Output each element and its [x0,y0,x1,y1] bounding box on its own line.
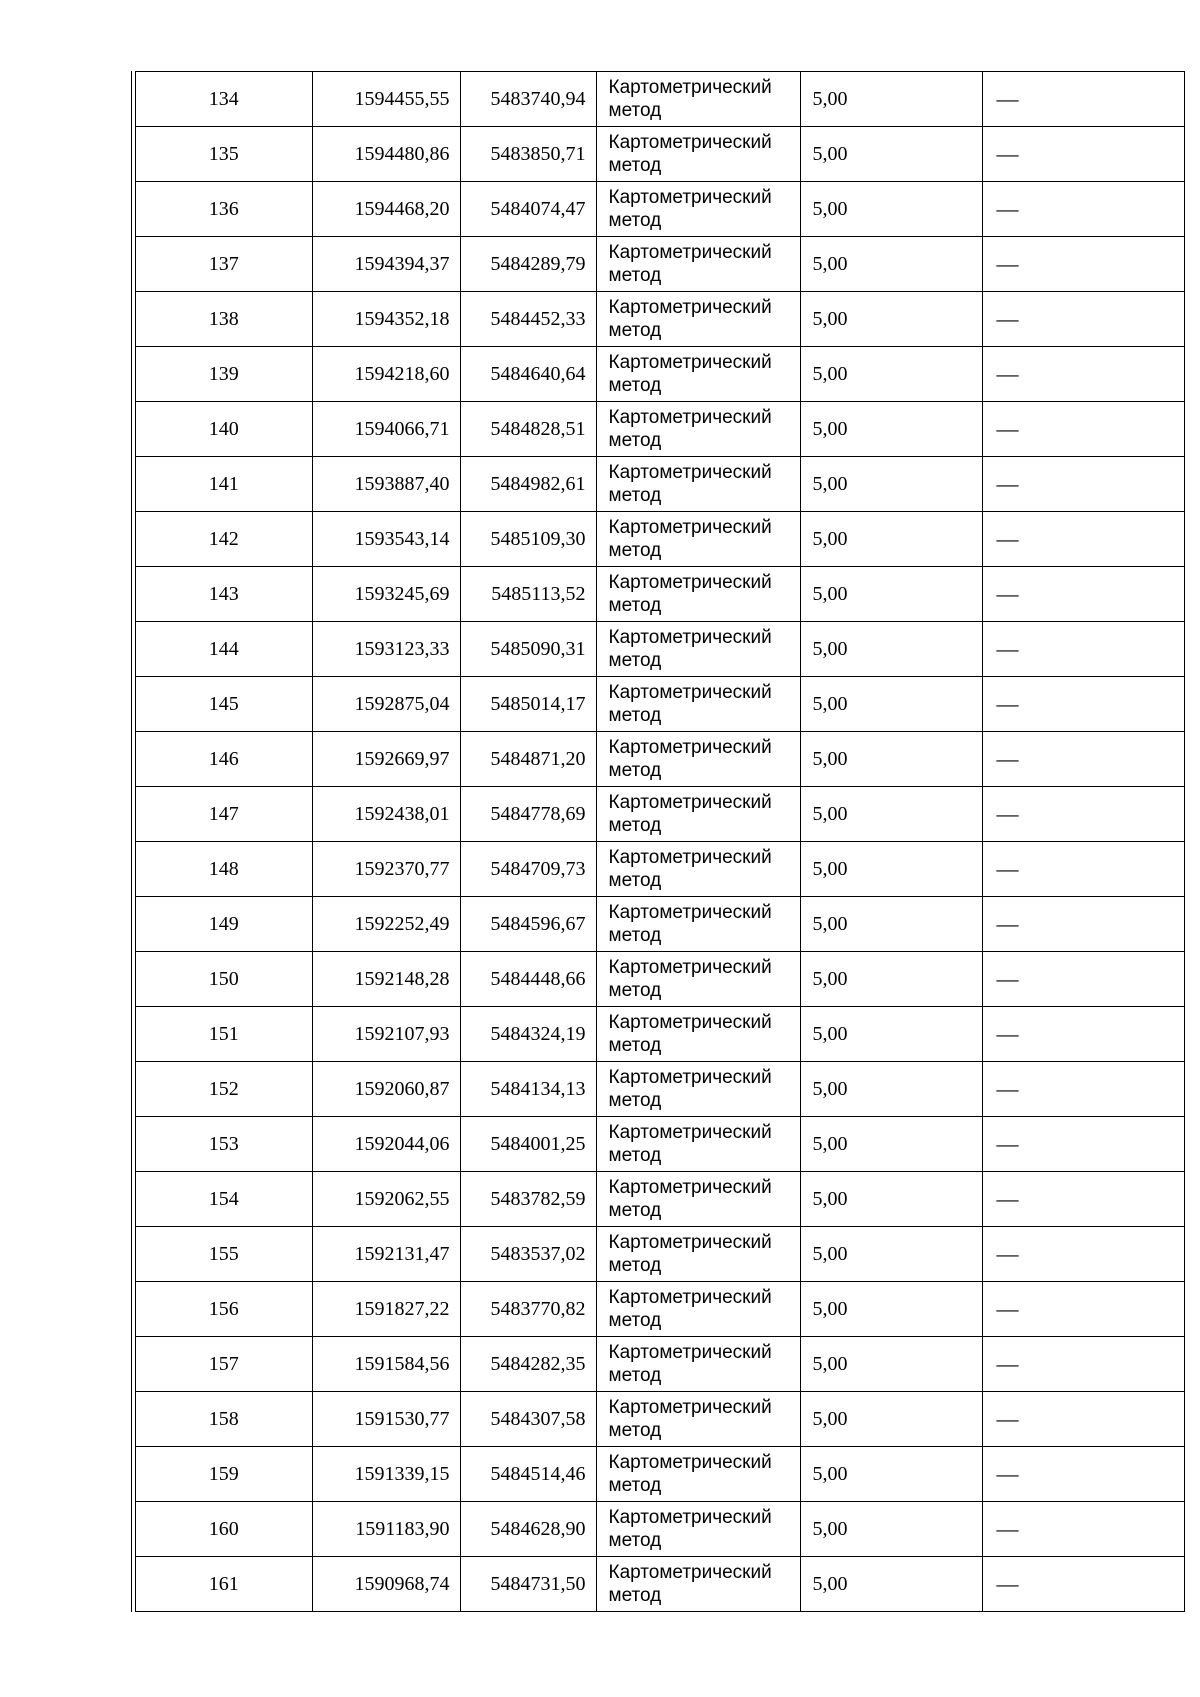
method-line-1: Картометрический [608,957,772,978]
description-cell: — [982,1007,1184,1062]
method-cell [596,842,800,897]
method-line-2: метод [608,320,662,341]
table-row [136,127,1184,182]
x-coordinate-cell: 1592438,01 [312,787,460,842]
accuracy-cell: 5,00 [800,512,982,567]
method-line-2: метод [608,1255,662,1276]
table-row [136,787,1184,842]
method-cell [596,182,800,237]
y-coordinate-cell: 5484731,50 [460,1557,596,1612]
description-cell: — [982,72,1184,127]
x-coordinate-cell: 1593543,14 [312,512,460,567]
method-cell [596,1337,800,1392]
x-coordinate-cell: 1593123,33 [312,622,460,677]
accuracy-cell: 5,00 [800,1392,982,1447]
method-line-1: Картометрический [608,242,772,263]
point-number-cell: 138 [136,292,312,347]
y-coordinate-cell: 5485109,30 [460,512,596,567]
table-row [136,402,1184,457]
description-cell: — [982,237,1184,292]
y-coordinate-cell: 5484982,61 [460,457,596,512]
method-line-2: метод [608,100,662,121]
description-cell: — [982,1227,1184,1282]
method-cell [596,1062,800,1117]
description-cell: — [982,622,1184,677]
method-line-1: Картометрический [608,847,772,868]
accuracy-cell: 5,00 [800,677,982,732]
description-cell: — [982,457,1184,512]
method-line-2: метод [608,760,662,781]
table-row [136,1557,1184,1612]
method-cell [596,512,800,567]
table-row [136,347,1184,402]
x-coordinate-cell: 1594468,20 [312,182,460,237]
method-cell [596,1172,800,1227]
x-coordinate-cell: 1591183,90 [312,1502,460,1557]
method-line-2: метод [608,155,662,176]
description-cell: — [982,182,1184,237]
point-number-cell: 157 [136,1337,312,1392]
accuracy-cell: 5,00 [800,1062,982,1117]
y-coordinate-cell: 5484596,67 [460,897,596,952]
y-coordinate-cell: 5484628,90 [460,1502,596,1557]
method-line-2: метод [608,540,662,561]
table-body [136,72,1184,1612]
method-cell [596,1447,800,1502]
description-cell: — [982,732,1184,787]
method-cell [596,677,800,732]
method-cell [596,292,800,347]
point-number-cell: 158 [136,1392,312,1447]
method-line-2: метод [608,1145,662,1166]
accuracy-cell: 5,00 [800,952,982,1007]
accuracy-cell: 5,00 [800,182,982,237]
y-coordinate-cell: 5484001,25 [460,1117,596,1172]
x-coordinate-cell: 1594394,37 [312,237,460,292]
accuracy-cell: 5,00 [800,1172,982,1227]
x-coordinate-cell: 1591339,15 [312,1447,460,1502]
method-cell [596,72,800,127]
method-line-1: Картометрический [608,1232,772,1253]
y-coordinate-cell: 5484709,73 [460,842,596,897]
method-line-1: Картометрический [608,737,772,758]
accuracy-cell: 5,00 [800,842,982,897]
method-cell [596,567,800,622]
description-cell: — [982,1062,1184,1117]
method-line-1: Картометрический [608,1012,772,1033]
method-line-1: Картометрический [608,1342,772,1363]
accuracy-cell: 5,00 [800,897,982,952]
y-coordinate-cell: 5483740,94 [460,72,596,127]
method-cell [596,1502,800,1557]
point-number-cell: 146 [136,732,312,787]
point-number-cell: 143 [136,567,312,622]
x-coordinate-cell: 1594455,55 [312,72,460,127]
method-cell [596,787,800,842]
method-cell [596,457,800,512]
x-coordinate-cell: 1591827,22 [312,1282,460,1337]
accuracy-cell: 5,00 [800,1227,982,1282]
x-coordinate-cell: 1592131,47 [312,1227,460,1282]
x-coordinate-cell: 1592252,49 [312,897,460,952]
point-number-cell: 155 [136,1227,312,1282]
point-number-cell: 136 [136,182,312,237]
x-coordinate-cell: 1592062,55 [312,1172,460,1227]
method-line-1: Картометрический [608,792,772,813]
accuracy-cell: 5,00 [800,1557,982,1612]
coordinates-table-frame [131,71,1188,1612]
accuracy-cell: 5,00 [800,127,982,182]
description-cell: — [982,127,1184,182]
method-line-2: метод [608,265,662,286]
description-cell: — [982,1447,1184,1502]
description-cell: — [982,897,1184,952]
method-line-2: метод [608,210,662,231]
table-row [136,1392,1184,1447]
y-coordinate-cell: 5484289,79 [460,237,596,292]
accuracy-cell: 5,00 [800,1117,982,1172]
point-number-cell: 145 [136,677,312,732]
accuracy-cell: 5,00 [800,567,982,622]
table-row [136,1227,1184,1282]
accuracy-cell: 5,00 [800,72,982,127]
method-line-2: метод [608,1200,662,1221]
method-line-2: метод [608,1035,662,1056]
method-line-1: Картометрический [608,627,772,648]
description-cell: — [982,347,1184,402]
point-number-cell: 156 [136,1282,312,1337]
point-number-cell: 159 [136,1447,312,1502]
point-number-cell: 151 [136,1007,312,1062]
point-number-cell: 141 [136,457,312,512]
method-line-2: метод [608,925,662,946]
table-row [136,732,1184,787]
method-line-1: Картометрический [608,77,772,98]
y-coordinate-cell: 5485014,17 [460,677,596,732]
description-cell: — [982,567,1184,622]
x-coordinate-cell: 1592370,77 [312,842,460,897]
method-line-1: Картометрический [608,297,772,318]
method-line-1: Картометрический [608,1287,772,1308]
description-cell: — [982,1117,1184,1172]
method-cell [596,237,800,292]
table-row [136,952,1184,1007]
method-line-1: Картометрический [608,187,772,208]
x-coordinate-cell: 1592060,87 [312,1062,460,1117]
y-coordinate-cell: 5483850,71 [460,127,596,182]
table-row [136,1502,1184,1557]
description-cell: — [982,1337,1184,1392]
method-cell [596,622,800,677]
point-number-cell: 148 [136,842,312,897]
accuracy-cell: 5,00 [800,1007,982,1062]
description-cell: — [982,1502,1184,1557]
x-coordinate-cell: 1594066,71 [312,402,460,457]
description-cell: — [982,677,1184,732]
y-coordinate-cell: 5484324,19 [460,1007,596,1062]
accuracy-cell: 5,00 [800,622,982,677]
method-cell [596,347,800,402]
description-cell: — [982,512,1184,567]
table-row [136,1062,1184,1117]
x-coordinate-cell: 1594480,86 [312,127,460,182]
y-coordinate-cell: 5484452,33 [460,292,596,347]
method-line-1: Картометрический [608,1507,772,1528]
description-cell: — [982,1282,1184,1337]
method-line-2: метод [608,815,662,836]
method-line-2: метод [608,485,662,506]
point-number-cell: 137 [136,237,312,292]
method-line-2: метод [608,1530,662,1551]
x-coordinate-cell: 1591530,77 [312,1392,460,1447]
point-number-cell: 149 [136,897,312,952]
description-cell: — [982,787,1184,842]
method-line-1: Картометрический [608,462,772,483]
table-row [136,457,1184,512]
method-line-1: Картометрический [608,1397,772,1418]
y-coordinate-cell: 5484134,13 [460,1062,596,1117]
method-line-2: метод [608,870,662,891]
y-coordinate-cell: 5485113,52 [460,567,596,622]
accuracy-cell: 5,00 [800,402,982,457]
y-coordinate-cell: 5484778,69 [460,787,596,842]
x-coordinate-cell: 1592044,06 [312,1117,460,1172]
accuracy-cell: 5,00 [800,1337,982,1392]
point-number-cell: 150 [136,952,312,1007]
description-cell: — [982,952,1184,1007]
x-coordinate-cell: 1592875,04 [312,677,460,732]
description-cell: — [982,292,1184,347]
method-cell [596,952,800,1007]
description-cell: — [982,842,1184,897]
y-coordinate-cell: 5484871,20 [460,732,596,787]
table-row [136,1447,1184,1502]
y-coordinate-cell: 5483537,02 [460,1227,596,1282]
method-line-2: метод [608,1420,662,1441]
method-cell [596,897,800,952]
accuracy-cell: 5,00 [800,237,982,292]
accuracy-cell: 5,00 [800,787,982,842]
point-number-cell: 160 [136,1502,312,1557]
method-line-1: Картометрический [608,1122,772,1143]
point-number-cell: 152 [136,1062,312,1117]
method-cell [596,1117,800,1172]
description-cell: — [982,1392,1184,1447]
method-line-2: метод [608,1310,662,1331]
point-number-cell: 144 [136,622,312,677]
table-row [136,622,1184,677]
accuracy-cell: 5,00 [800,1282,982,1337]
method-line-1: Картометрический [608,1562,772,1583]
point-number-cell: 135 [136,127,312,182]
table-row [136,1172,1184,1227]
description-cell: — [982,1172,1184,1227]
method-line-1: Картометрический [608,407,772,428]
method-cell [596,1557,800,1612]
method-line-1: Картометрический [608,1067,772,1088]
table-row [136,1337,1184,1392]
y-coordinate-cell: 5484514,46 [460,1447,596,1502]
point-number-cell: 139 [136,347,312,402]
method-line-2: метод [608,1475,662,1496]
x-coordinate-cell: 1591584,56 [312,1337,460,1392]
point-number-cell: 147 [136,787,312,842]
x-coordinate-cell: 1592107,93 [312,1007,460,1062]
y-coordinate-cell: 5484448,66 [460,952,596,1007]
method-line-1: Картометрический [608,1177,772,1198]
method-line-1: Картометрический [608,572,772,593]
x-coordinate-cell: 1590968,74 [312,1557,460,1612]
x-coordinate-cell: 1594218,60 [312,347,460,402]
method-cell [596,127,800,182]
point-number-cell: 153 [136,1117,312,1172]
method-line-1: Картометрический [608,1452,772,1473]
method-line-2: метод [608,705,662,726]
accuracy-cell: 5,00 [800,292,982,347]
table-row [136,567,1184,622]
point-number-cell: 134 [136,72,312,127]
y-coordinate-cell: 5484074,47 [460,182,596,237]
method-cell [596,1007,800,1062]
table-row [136,1007,1184,1062]
method-line-2: метод [608,650,662,671]
point-number-cell: 140 [136,402,312,457]
y-coordinate-cell: 5485090,31 [460,622,596,677]
table-row [136,677,1184,732]
y-coordinate-cell: 5484828,51 [460,402,596,457]
description-cell: — [982,402,1184,457]
method-cell [596,1282,800,1337]
point-number-cell: 161 [136,1557,312,1612]
table-row [136,72,1184,127]
x-coordinate-cell: 1594352,18 [312,292,460,347]
y-coordinate-cell: 5483782,59 [460,1172,596,1227]
accuracy-cell: 5,00 [800,732,982,787]
x-coordinate-cell: 1592148,28 [312,952,460,1007]
accuracy-cell: 5,00 [800,347,982,402]
table-row [136,842,1184,897]
point-number-cell: 142 [136,512,312,567]
method-line-2: метод [608,375,662,396]
x-coordinate-cell: 1593887,40 [312,457,460,512]
method-line-2: метод [608,1365,662,1386]
accuracy-cell: 5,00 [800,457,982,512]
table-row [136,512,1184,567]
method-line-1: Картометрический [608,517,772,538]
method-line-2: метод [608,980,662,1001]
table-row [136,182,1184,237]
coordinates-table [136,71,1185,1612]
coordinates-table-inner-frame [135,71,1188,1612]
method-line-1: Картометрический [608,682,772,703]
method-line-2: метод [608,430,662,451]
table-row [136,292,1184,347]
method-cell [596,1392,800,1447]
method-line-2: метод [608,1090,662,1111]
y-coordinate-cell: 5484640,64 [460,347,596,402]
accuracy-cell: 5,00 [800,1447,982,1502]
x-coordinate-cell: 1592669,97 [312,732,460,787]
y-coordinate-cell: 5484307,58 [460,1392,596,1447]
method-line-1: Картометрический [608,352,772,373]
method-line-2: метод [608,1585,662,1606]
description-cell: — [982,1557,1184,1612]
table-row [136,237,1184,292]
y-coordinate-cell: 5483770,82 [460,1282,596,1337]
method-line-2: метод [608,595,662,616]
method-cell [596,1227,800,1282]
x-coordinate-cell: 1593245,69 [312,567,460,622]
table-row [136,1282,1184,1337]
table-row [136,1117,1184,1172]
method-cell [596,402,800,457]
method-line-1: Картометрический [608,902,772,923]
accuracy-cell: 5,00 [800,1502,982,1557]
method-cell [596,732,800,787]
point-number-cell: 154 [136,1172,312,1227]
method-line-1: Картометрический [608,132,772,153]
y-coordinate-cell: 5484282,35 [460,1337,596,1392]
table-row [136,897,1184,952]
